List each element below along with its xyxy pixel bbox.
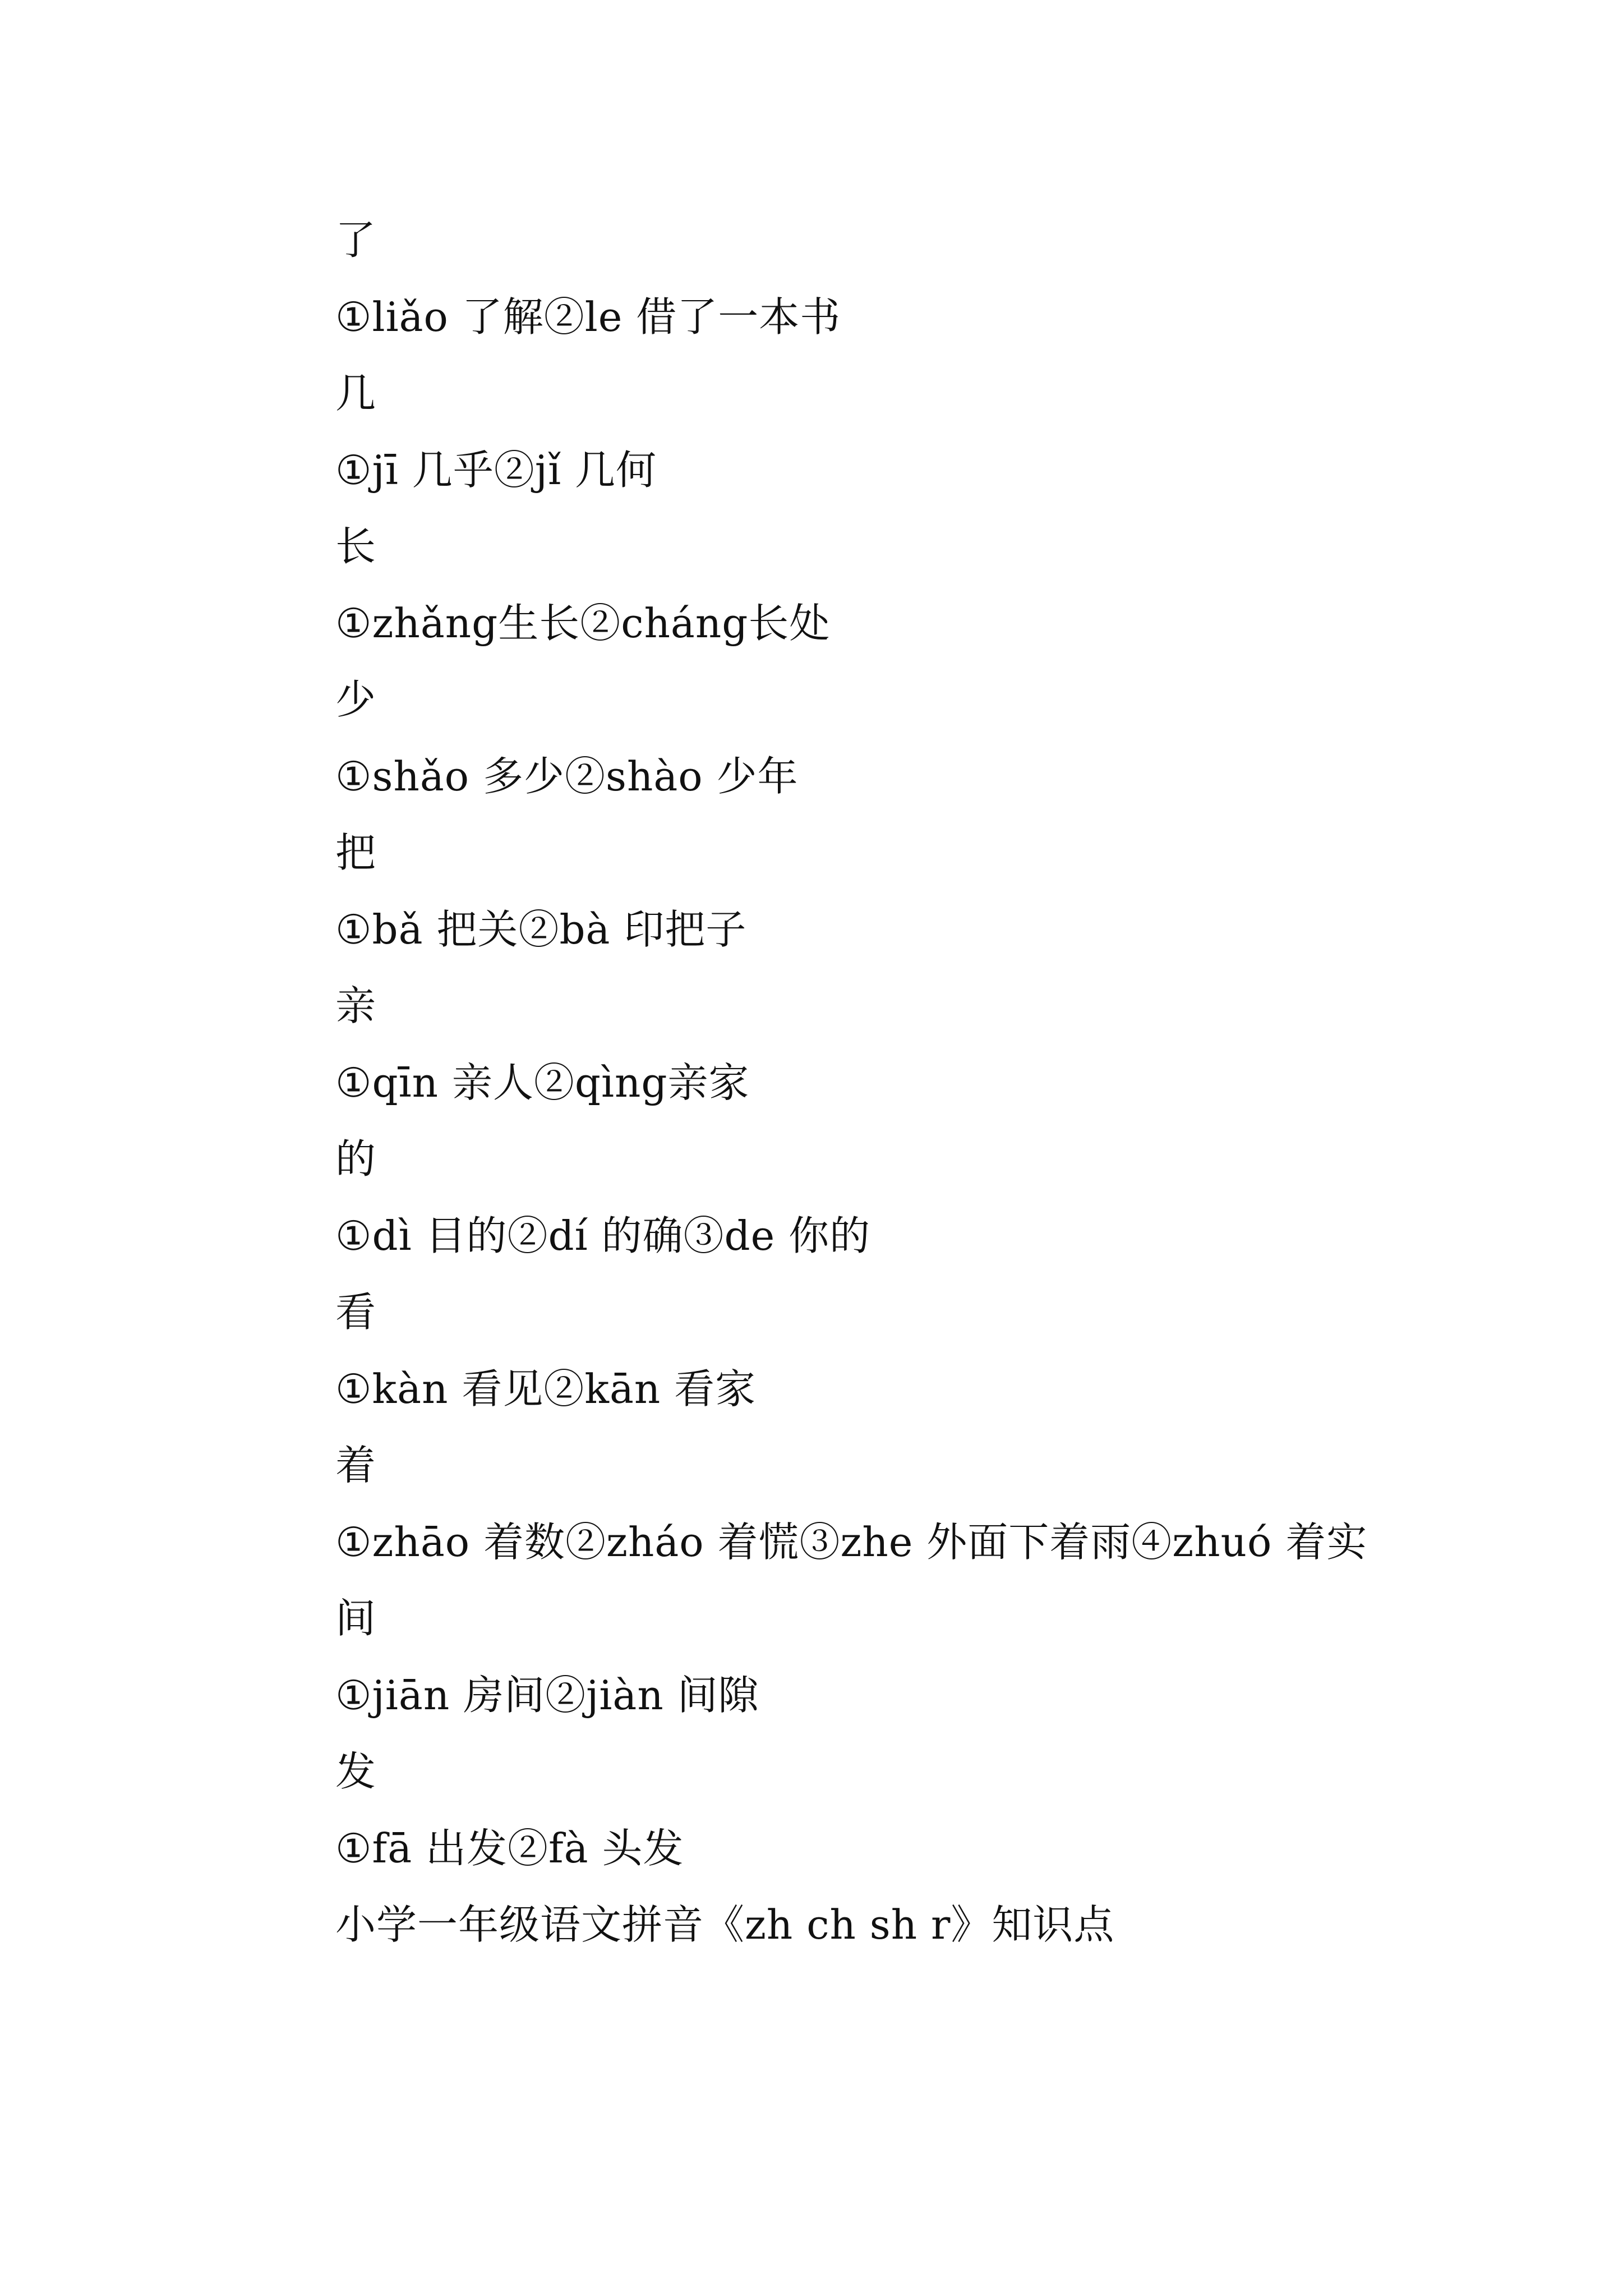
section-title: 小学一年级语文拼音《zh ch sh r》知识点 [335,1901,1115,1948]
reading-line-kan: ①kàn 看见②kān 看家 [335,1365,757,1412]
document-body [247,202,1413,1963]
heading-char-fa: 发 [335,1748,377,1795]
reading-line-shao: ①shǎo 多少②shào 少年 [335,752,799,800]
heading-char-zhe: 着 [335,1442,377,1489]
reading-line-ba: ①bǎ 把关②bà 印把子 [335,905,747,953]
heading-char-shao: 少 [335,676,377,723]
heading-char-qin: 亲 [335,982,377,1029]
reading-line-fa: ①fā 出发②fà 头发 [335,1824,684,1872]
heading-char-ji: 几 [335,370,377,417]
heading-char-ba: 把 [335,829,377,876]
heading-char-jian: 间 [335,1595,377,1642]
reading-line-jian: ①jiān 房间②jiàn 间隙 [335,1671,759,1719]
reading-line-de: ①dì 目的②dí 的确③de 你的 [335,1212,871,1259]
reading-line-le: ①liǎo 了解②le 借了一本书 [335,293,841,341]
heading-char-le: 了 [335,217,377,264]
reading-line-ji: ①jī 几乎②jǐ 几何 [335,446,657,494]
heading-char-de: 的 [335,1135,377,1182]
heading-char-kan: 看 [335,1289,377,1336]
heading-char-chang: 长 [335,523,377,570]
reading-line-qin: ①qīn 亲人②qìng亲家 [335,1059,750,1106]
reading-line-chang: ①zhǎng生长②cháng长处 [335,599,831,647]
reading-line-zhe: ①zhāo 着数②zháo 着慌③zhe 外面下着雨④zhuó 着实 [335,1518,1368,1566]
